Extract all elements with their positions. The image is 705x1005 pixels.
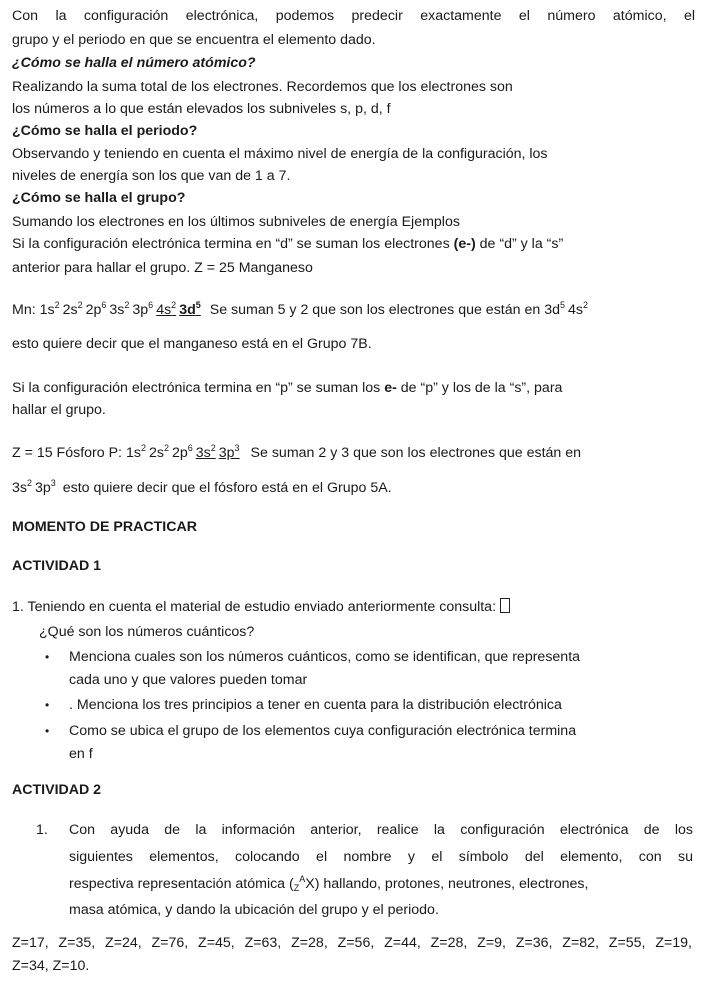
question-atomic-number: ¿Cómo se halla el número atómico? [12,55,256,71]
orbital-electrons: 2 [171,300,177,310]
orbital-term [86,302,107,318]
orbital-term [219,445,240,461]
orbital-sublevel: 3p [218,445,235,461]
orbital-electrons: 6 [101,300,107,310]
p-rule-text-a: Si la configuración electrónica termina en “p” se suman los [12,380,385,396]
activity-2-title: ACTIVIDAD 2 [12,782,102,798]
orbital-sublevel: 3s [109,302,125,318]
p-conclusion: esto quiere decir que el fósforo está en el Grupo 5A. [58,480,392,496]
orbital-electrons: 2 [124,300,130,310]
p-conclusion-line [12,479,392,497]
p-rule-line-2: hallar el grupo. [12,402,106,418]
bullet-1-line-1: Menciona cuales son los números cuánticos, como se identifican, que representa [69,649,581,665]
orbital-term [179,302,201,318]
orbital-sublevel: 2p [171,445,188,461]
orbital-electrons: 5 [559,300,565,310]
z-list-line-1: Z=17, Z=35, Z=24, Z=76, Z=45, Z=63, Z=28, Z=56, Z=44, Z=28, Z=9, Z=36, Z=82, Z=55, Z=19, [12,935,692,951]
orbital-term [40,302,60,318]
orbital-electrons: 2 [77,300,83,310]
orbital-term [126,445,146,461]
bullet-2-line-1: . Menciona los tres principios a tener en cuenta para la distribución electrónica [69,697,562,713]
activity-2-line-3a: respectiva representación atómica ( [69,876,294,892]
mn-config-line [12,301,591,319]
orbital-electrons: 2 [54,300,60,310]
atomic-z: Z [293,883,300,893]
orbital-term [196,445,216,461]
p-tail [12,480,59,496]
bullet-icon: • [45,724,50,738]
orbital-electrons: 5 [195,300,201,310]
p-config [126,445,243,461]
intro-line-1: Con la configuración electrónica, podemos predecir exactamente el número atómico, el [12,8,695,24]
orbital-term [544,302,565,318]
p-config-line [12,444,581,462]
activity-2-number: 1. [36,822,48,838]
orbital-electrons: 2 [26,478,32,488]
question-period: ¿Cómo se halla el periodo? [12,123,198,139]
orbital-sublevel: 2p [85,302,102,318]
orbital-electrons: 2 [210,443,216,453]
mn-config [40,302,204,318]
activity-1-question: ¿Qué son los números cuánticos? [39,624,255,640]
bullet-3-line-1: Como se ubica el grupo de los elementos cuya configuración electrónica termina [69,723,577,739]
activity-2-line-3b: hallando, protones, neutrones, electrones, [319,876,589,892]
orbital-sublevel: 3d [179,302,196,318]
intro-line-2: grupo y el periodo en que se encuentra el elemento dado. [12,32,376,48]
orbital-sublevel: 3s [195,445,211,461]
mn-explain: Se suman 5 y 2 que son los electrones que están en [209,302,545,318]
orbital-sublevel: 3p [35,480,51,496]
activity-2-line-1: Con ayuda de la información anterior, realice la configuración electrónica de los [69,822,693,838]
p-rule-electron: e- [384,380,397,396]
p-rule-text-c: de “p” y los de la “s”, para [396,380,563,396]
orbital-electrons: 2 [140,443,146,453]
practice-title: MOMENTO DE PRACTICAR [12,519,197,535]
orbital-electrons: 6 [187,443,193,453]
z-list-line-2: Z=34, Z=10. [12,958,90,974]
p-rule-line-1 [12,379,562,397]
mn-conclusion: esto quiere decir que el manganeso está en el Grupo 7B. [12,336,372,352]
orbital-electrons: 6 [148,300,154,310]
orbital-sublevel: 4s [156,302,172,318]
d-rule-line-2: anterior para hallar el grupo. Z = 25 Manganeso [12,260,313,276]
answer-atomic-line-1: Realizando la suma total de los electrones. Recordemos que los electrones son [12,79,513,95]
missing-glyph-box-icon [500,598,510,613]
orbital-sublevel: 4s [567,302,583,318]
atomic-x: X) [305,876,320,892]
d-rule-electron: (e-) [453,236,476,252]
answer-atomic-line-2: los números a lo que están elevados los subniveles s, p, d, f [12,101,391,117]
bullet-3-line-2: en f [69,746,93,762]
answer-period-line-1: Observando y teniendo en cuenta el máximo nivel de energía de la configuración, los [12,146,548,162]
d-rule-text-a: Si la configuración electrónica termina en “d” se suman los electrones [12,236,454,252]
orbital-term [35,480,56,496]
orbital-term [63,302,83,318]
orbital-electrons: 3 [50,478,56,488]
mn-tail [544,302,591,318]
mn-label: Mn: [12,302,40,318]
orbital-term [12,480,32,496]
activity-1-title: ACTIVIDAD 1 [12,558,102,574]
d-rule-text-c: de “d” y la “s” [475,236,564,252]
activity-1-item-1 [12,598,510,616]
activity-2-line-2: siguientes elementos, colocando el nombre y el símbolo del elemento, con su [69,849,693,865]
orbital-sublevel: 1s [125,445,141,461]
orbital-electrons: 2 [163,443,169,453]
orbital-sublevel: 2s [62,302,78,318]
orbital-term [156,302,176,318]
p-explain: Se suman 2 y 3 que son los electrones que están en [250,445,582,461]
orbital-term [109,302,129,318]
orbital-electrons: 3 [234,443,240,453]
orbital-term [172,445,193,461]
orbital-electrons: 2 [582,300,588,310]
activity-2-line-3 [69,875,588,893]
activity-2-line-4: masa atómica, y dando la ubicación del grupo y el periodo. [69,902,439,918]
bullet-icon: • [45,650,50,664]
d-rule-line-1 [12,235,563,253]
p-label: Z = 15 Fósforo P: [12,445,126,461]
orbital-sublevel: 3p [132,302,149,318]
activity-1-item-1-text: 1. Teniendo en cuenta el material de estudio enviado anteriormente consulta: [12,599,497,615]
orbital-sublevel: 2s [148,445,164,461]
bullet-1-line-2: cada uno y que valores pueden tomar [69,672,308,688]
orbital-term [132,302,153,318]
orbital-sublevel: 3d [544,302,560,318]
bullet-icon: • [45,698,50,712]
answer-period-line-2: niveles de energía son los que van de 1 a 7. [12,168,291,184]
orbital-term [568,302,588,318]
orbital-sublevel: 1s [39,302,55,318]
question-group: ¿Cómo se halla el grupo? [12,190,186,206]
orbital-sublevel: 3s [12,480,27,496]
orbital-term [149,445,169,461]
atomic-a: A [299,874,306,884]
answer-group-line-1: Sumando los electrones en los últimos subniveles de energía Ejemplos [12,214,460,230]
